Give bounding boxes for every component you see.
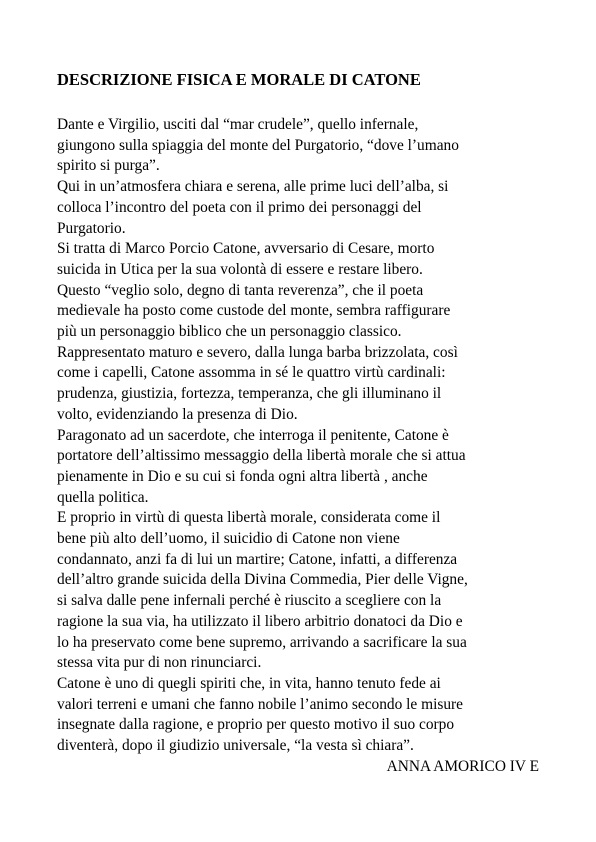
- document-body: Dante e Virgilio, usciti dal “mar crudele”, quello infernale, giungono sulla spiaggia del monte del Purgatorio, “dove l’umano spirito si purga”. Qui in un’atmosfera chiara e serena, alle prime luci dell’alba, si colloca l’incontro del poeta con il primo dei personaggi del Purgatorio. Si tratta di Marco Porcio Catone, avversario di Cesare, morto suicida in Utica per la sua volontà di essere e restare libero. Questo “veglio solo, degno di tanta reverenza”, che il poeta medievale ha posto come custode del monte, sembra raffigurare più un personaggio biblico che un personaggio classico. Rappresentato maturo e severo, dalla lunga barba brizzolata, così come i capelli, Catone assomma in sé le quattro virtù cardinali: prudenza, giustizia, fortezza, temperanza, che gli illuminano il volto, evidenziando la presenza di Dio. Paragonato ad un sacerdote, che interroga il penitente, Catone è portatore dell’altissimo messaggio della libertà morale che si attua pienamente in Dio e su cui si fonda ogni altra libertà , anche quella politica. E proprio in virtù di questa libertà morale, considerata come il bene più alto dell’uomo, il suicidio di Catone non viene condannato, anzi fa di lui un martire; Catone, infatti, a differenza dell’altro grande suicida della Divina Commedia, Pier delle Vigne, si salva dalle pene infernali perché è riuscito a scegliere con la ragione la sua via, ha utilizzato il libero arbitrio donatoci da Dio e lo ha preservato come bene supremo, arrivando a sacrificare la sua stessa vita pur di non rinunciarci. Catone è uno di quegli spiriti che, in vita, hanno tenuto fede ai valori terreni e umani che fanno nobile l’animo secondo le misure insegnate dalla ragione, e proprio per questo motivo il suo corpo diventerà, dopo il giudizio universale, “la vesta sì chiara”.: [57, 116, 468, 755]
- document-page: [57, 70, 547, 778]
- author-signature: ANNA AMORICO IV E: [386, 757, 539, 775]
- document-title: DESCRIZIONE FISICA E MORALE DI CATONE: [57, 70, 421, 89]
